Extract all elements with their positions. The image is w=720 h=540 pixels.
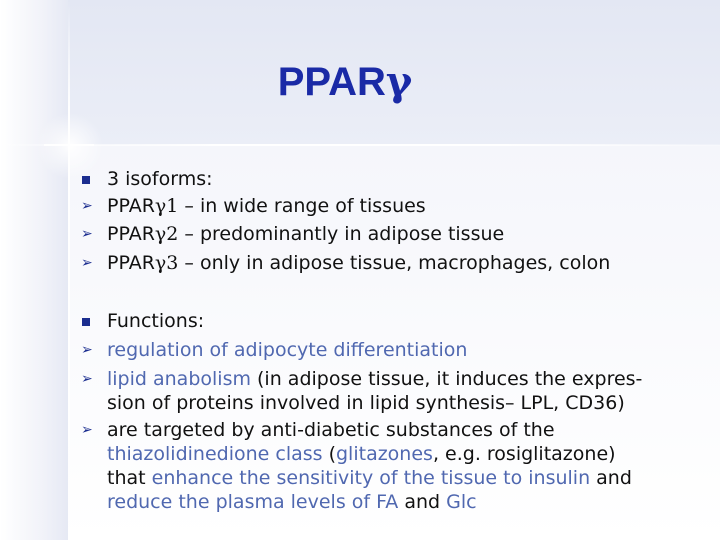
function-item-2 [107, 367, 707, 415]
isoforms-header: 3 isoforms: [107, 168, 213, 190]
highlight-text: reduce the plasma levels of FA [107, 491, 399, 513]
isoform-prefix: PPAR [107, 195, 155, 217]
isoform-item-1 [107, 194, 707, 218]
highlight-text: glitazones [336, 443, 433, 465]
square-bullet-icon [82, 318, 90, 326]
highlight-text: thiazolidinedione class [107, 443, 323, 465]
body-text: (in adipose tissue, it induces the expres- [250, 368, 643, 390]
function-item-3-line-4 [107, 490, 707, 514]
square-bullet-icon [82, 176, 90, 184]
body-text: that [107, 467, 152, 489]
isoform-prefix: PPAR [107, 223, 155, 245]
isoform-desc: – only in adipose tissue, macrophages, colon [178, 252, 611, 274]
isoform-prefix: PPAR [107, 252, 155, 274]
title-main: PPAR [277, 60, 386, 104]
highlight-text: Glc [446, 491, 477, 513]
body-text: ( [322, 443, 336, 465]
highlight-text: enhance the sensitivity of the tissue to insulin [151, 467, 591, 489]
isoform-item-2 [107, 222, 707, 246]
function-item-3-line-3 [107, 466, 707, 490]
body-text: and [398, 491, 447, 513]
body-text: , e.g. rosiglitazone) [432, 443, 616, 465]
arrow-bullet-icon: ➢ [81, 226, 93, 242]
function-item-3-line-2 [107, 442, 707, 466]
arrow-bullet-icon: ➢ [81, 422, 93, 438]
isoform-greek: γ2 [154, 223, 179, 245]
functions-header: Functions: [107, 310, 205, 332]
arrow-bullet-icon: ➢ [81, 342, 93, 358]
arrow-bullet-icon: ➢ [81, 371, 93, 387]
arrow-bullet-icon: ➢ [81, 198, 93, 214]
body-text: and [590, 467, 632, 489]
isoform-greek: γ3 [154, 252, 179, 274]
isoform-desc: – in wide range of tissues [178, 195, 426, 217]
isoform-greek: γ1 [154, 195, 179, 217]
function-item-3 [107, 418, 707, 514]
function-item-2-line-1 [107, 367, 707, 391]
highlight-text: lipid anabolism [107, 368, 251, 390]
title-greek: γ [385, 58, 413, 105]
isoform-desc: – predominantly in adipose tissue [178, 223, 505, 245]
function-item-3-line-1: are targeted by anti-diabetic substances of the [107, 419, 555, 441]
arrow-bullet-icon: ➢ [81, 255, 93, 271]
isoform-item-3 [107, 251, 707, 275]
function-item-2-line-2: sion of proteins involved in lipid synthesis– LPL, CD36) [107, 392, 625, 414]
function-item-1: regulation of adipocyte differentiation [107, 339, 468, 361]
